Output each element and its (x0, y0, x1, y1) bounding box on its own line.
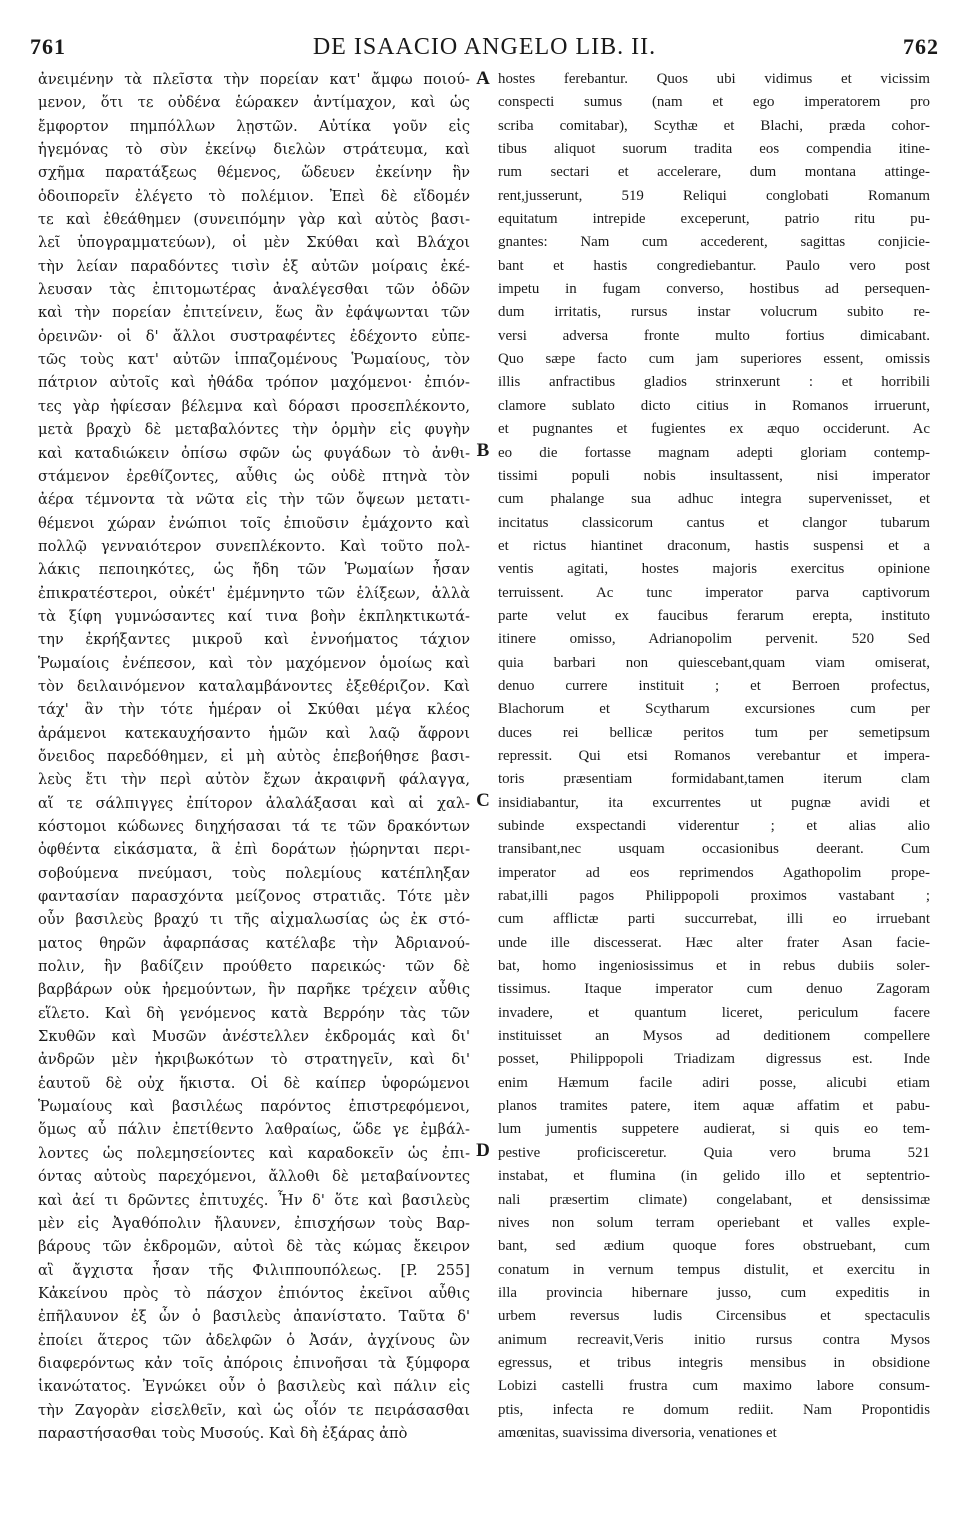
latin-text-line: et rictus hiantinet draconum, hastis suspensi et a (498, 537, 930, 554)
latin-text-line: tibus aliquot suorum tradita eos compendia itine- (498, 141, 930, 158)
greek-text-line: Κἀκείνου πρὸς τὸ πάσχον ἐπιόντος ἐκεῖνοι αὖθις (38, 1284, 470, 1302)
latin-text-line: transibant,nec usquam occasionibus deerant. Cum (498, 841, 930, 858)
margin-letter-c: C (476, 790, 490, 811)
greek-text-line: ἱκανώτατος. Ἐγνώκει οὖν ὁ βασιλεὺς καὶ πάλιν εἰς (38, 1378, 470, 1396)
latin-text-line: urbem reversus ludis Circensibus et spectaculis (498, 1308, 930, 1325)
latin-text-line: tissimi populi nobis insultassent, nisi imperator (498, 467, 930, 484)
margin-letter-d: D (476, 1140, 490, 1161)
latin-text-line: equitatum intrepide exceperunt, patrio ritu pu- (498, 211, 930, 228)
greek-text-line: εἵλετο. Καὶ δὴ γενόμενος κατὰ Βερρόην τὰς τῶν (38, 1004, 470, 1022)
latin-text-line: rent,jusserunt, 519 Reliqui conglobati Romanum (498, 187, 930, 204)
greek-text-line: καὶ τὴν πορείαν ἐπιτείνειν, ἕως ἂν ἐφάψωνται τῶν (38, 304, 470, 322)
greek-text-line: μὲν εἰς Ἀγαθόπολιν ἤλαυνεν, ἐπισχήσων τοὺς Βαρ- (38, 1214, 470, 1232)
greek-text-line: θέμενοι χώραν ἐνώπιοι τοῖς ἐπιοῦσιν ἐμάχοντο καὶ (38, 514, 470, 532)
latin-text-line: bant, sed ædium quoque fores obstruebant, cum (498, 1238, 930, 1255)
greek-text-line: λεὺς ἔτι τὴν περὶ αὐτὸν ἔχων ἀκραιφνῆ φάλαγγα, (38, 771, 470, 789)
latin-text-line: cum afflictæ parti succurrebat, illi eo irruebant (498, 911, 930, 928)
latin-text-line: ptis, infecta re domum rediit. Nam Propontidis (498, 1401, 930, 1418)
greek-text-line: μετὰ βραχὺ δὲ μεταβαλόντες τὴν ὁρμὴν εἰς φυγὴν (38, 421, 470, 439)
latin-text-line: rabat,illi pagos Philippopoli proximos vastabant ; (498, 888, 930, 905)
latin-text-line: subinde exspectandi viderentur ; et alias alio (498, 818, 930, 834)
latin-text-line: tissimus. Itaque imperator cum denuo Zagoram (498, 981, 930, 998)
latin-text-line: parte velut ex faucibus ferarum erepta, instituto (498, 607, 930, 624)
latin-text-line: Lobizi castelli frustra cum maximo labore consum- (498, 1378, 930, 1395)
greek-text-line: ἐποίει ἅτερος τῶν ἀδελφῶν ὁ Ἀσάν, ἀγχίνους ὢν (38, 1331, 470, 1349)
latin-text-line: eo die fortasse magnam adepti gloriam contemp- (498, 444, 930, 461)
margin-letter-b: B (476, 440, 490, 461)
greek-text-line: αἵ τε σάλπιγγες ἐπίτορον ἀλαλάξασαι καὶ αἱ χαλ- (38, 794, 470, 812)
greek-text-line: ὁδοιπορεῖν ἐλέγετο τὸ πολέμιον. Ἐπεὶ δὲ εἴδομέν (38, 187, 470, 205)
greek-text-line: ἑαυτοῦ δὲ οὐχ ἥκιστα. Οἱ δὲ καίπερ ὑφορώμενοι (38, 1074, 470, 1092)
greek-text-line: ἀνδρῶν μὲν ἠκριβωκότων τὸ στρατηγεῖν, καὶ δι' (38, 1051, 470, 1069)
latin-text-line: instituisset an Mysos ad deditionem compellere (498, 1028, 930, 1045)
greek-text-line: ὀφθέντα εἰκάσματα, ἃ ἐπὶ δοράτων ᾐώρηνται περι- (38, 841, 470, 859)
greek-text-line: φαντασίαν παρασχόντα μείζονος στρατιᾶς. Τότε μὲν (38, 888, 470, 906)
greek-text-line: λευσαν τὰς ἐπιτομωτέρας ἀναλέγεσθαι τῶν ὁδῶν (38, 281, 470, 299)
greek-text-line: Ῥωμαίοις ἐνέπεσον, καὶ τὸν μαχόμενον ὁμοίως καὶ (38, 654, 470, 672)
latin-text-line: dum irritatis, rursus instar volucrum subito re- (498, 304, 930, 321)
latin-text-line: planos tramites patere, item aquæ affatim et pabu- (498, 1098, 930, 1115)
latin-text-line: clamore sublato dicto citius in Romanos irruerunt, (498, 397, 930, 414)
greek-text-line: ἔμφορτον πημπόλλων λῃστῶν. Αὐτίκα γοῦν εἰς (38, 117, 470, 135)
latin-text-line: bant et hastis congrediebantur. Paulo vero post (498, 257, 930, 274)
greek-text-line: όντας αὐτοὺς παρεχόμενοι, ἄλλοθι δὲ μεταβαίνοντες (38, 1168, 470, 1186)
greek-text-line: πάτριον αὐτοῖς καὶ ἠθάδα τρόπον μαχόμενοι· ἐπιόν- (38, 374, 470, 392)
latin-text-line: invadere, et quantum liceret, periculum facere (498, 1004, 930, 1021)
latin-text-line: insidiabantur, ita excurrentes ut pugnæ avidi et (498, 794, 930, 811)
greek-text-line: ὅμως αὖ πάλιν ἐπετίθεντο λαθραίως, ὥδε γε ἐμβάλ- (38, 1121, 470, 1139)
latin-text-line: rum sectari et accelerare, dum montana attinge- (498, 164, 930, 181)
greek-text-line: τάχ' ἂν τὴν τότε ἡμέραν οἱ Σκύθαι μέγα κλέος (38, 701, 470, 719)
latin-text-line: amœnitas, suavissima diversoria, venationes et (498, 1424, 777, 1441)
latin-text-line: conatum in vernum tempus distulit, et exercitu in (498, 1261, 930, 1278)
latin-text-line: toris præsentiam formidabant,tamen iterum clam (498, 771, 930, 788)
greek-text-line: σχῆμα παρατάξεως θέμενος, ὥδευεν ἐκείνην ἣν (38, 164, 470, 182)
latin-text-line: gnantes: Nam cum accederent, sagittas conjicie- (498, 234, 930, 251)
running-header (30, 34, 939, 64)
latin-text-line: posset, Philippopoli Triadizam digressus est. Inde (498, 1051, 930, 1068)
greek-text-line: τες γὰρ ἠφίεσαν βέλεμνα καὶ δόρασι προσεπλέκοντο, (38, 397, 470, 415)
greek-text-line: ὀρεινῶν· οἱ δ' ἄλλοι συστραφέντες ἐδέχοντο εὐπε- (38, 327, 470, 345)
greek-text-line: ἀράμενοι κατεκαυχήσαντο ἡμῶν καὶ λαῷ ἄφρονι (38, 724, 470, 742)
greek-text-line: βάρους τῶν ἐκδρομῶν, αὐτοὶ δὲ τὰς κώμας ἔκειρον (38, 1238, 470, 1256)
greek-text-line: μενον, ὅτι τε οὐδένα ἑώρακεν ἀντίμαχον, καὶ ὡς (38, 94, 470, 112)
latin-text-line: pestive proficisceretur. Quia vero bruma 521 (498, 1144, 930, 1161)
greek-text-line: λοντες ὡς πολεμησείοντες καὶ καραδοκεῖν ὡς ἐπι- (38, 1144, 470, 1162)
greek-text-line: σοβούμενα πνεύμασι, τοὺς πολεμίους κατέπληξαν (38, 864, 470, 882)
greek-text-line: καὶ ἀεί τι δρῶντες ἐπιτυχές. Ἦν δ' ὅτε καὶ βασιλεὺς (38, 1191, 470, 1209)
latin-text-line: scriba comitabar), Scythæ et Blachi, præda cohor- (498, 117, 930, 134)
greek-text-line: τὴν λείαν παραδόντες τισὶν ἐξ αὐτῶν μοίραις ἐκέ- (38, 257, 470, 275)
greek-text-line: Σκυθῶν καὶ Μυσῶν ἀνέστελλεν ἐκδρομάς καὶ δι' (38, 1028, 470, 1046)
greek-text-column (38, 68, 470, 1445)
greek-text-line: διαφερόντως κἀν τοῖς ἀπόροις ἐπινοῆσαι τὰ ξύμφορα (38, 1354, 470, 1372)
greek-text-line: κόστομοι κώδωνες διηχήσασαι τά τε τῶν δρακόντων (38, 818, 470, 835)
latin-text-line: duces rei bellicæ peritos tum per semetipsum (498, 724, 930, 741)
running-title: DE ISAACIO ANGELO LIB. II. (312, 34, 657, 60)
latin-text-line: ventis agitati, hostes majoris exercitus opinione (498, 561, 930, 578)
latin-text-line: incitatus classicorum cantus et clangor tubarum (498, 514, 930, 531)
greek-text-line: τὰ ξίφη γυμνώσαντες καί τινα βοὴν ἐκπληκτικωτά- (38, 607, 470, 625)
greek-text-line: ἀνειμένην τὰ πλεῖστα τὴν πορείαν κατ' ἄμφω ποιού- (38, 71, 470, 88)
greek-text-line: πολλῷ γενναιότερον συνεπλέκοντο. Καὶ τοῦτο πολ- (38, 537, 470, 555)
latin-text-line: egressus, et tribus integris mensibus in obsidione (498, 1354, 930, 1371)
latin-text-line: illa provincia hibernare jusso, cum expeditis in (498, 1284, 930, 1301)
latin-text-line: unde ille discesserat. Hæc alter frater Asan facie- (498, 934, 930, 951)
greek-text-line: ἡγεμόνας τὸ σὺν ἐκείνῳ διελὼν στράτευμα, καὶ (38, 141, 470, 159)
latin-text-line: Quo sæpe facto cum jam superiores essent, omissis (498, 351, 930, 368)
latin-text-line: et pugnantes et fugientes ex æquo occiderunt. Ac (498, 421, 930, 438)
latin-text-line: Blachorum et Scytharum excursiones cum per (498, 701, 930, 718)
greek-text-line: τὴν Ζαγορὰν εἰσελθεῖν, καὶ ὡς οἷόν τε πειράσασθαι (38, 1401, 470, 1419)
greek-text-line: παραστήσασθαι τοὺς Μυσούς. Καὶ δὴ ἐξάρας ἀπὸ (38, 1424, 408, 1442)
latin-text-line: enim Hæmum facile adiri posse, alicubi etiam (498, 1074, 930, 1091)
greek-text-line: ματος θηρῶν ἀφαρπάσας κατέλαβε τὴν Ἀδριανού- (38, 934, 470, 952)
greek-text-line: ἐπῆλαυνον ἐξ ὧν ὁ βασιλεὺς ἀπανίστατο. Ταῦτα δ' (38, 1308, 470, 1326)
greek-text-line: τε καὶ ἐθεάθημεν (συνειπόμην γὰρ καὶ αὐτὸς βασι- (38, 211, 470, 229)
greek-text-line: την ἐκρήξαντες μικροῦ καὶ ἐννοήματος τάχιον (38, 631, 470, 649)
latin-text-column (498, 68, 930, 1445)
greek-text-line: ἐπικρατέστεροι, οὐκέτ' ἐμέμνηντο τῶν ἑλίξεων, ἀλλὰ (38, 584, 470, 602)
latin-text-line: lum jumentis suppetere audierat, si quis eo tem- (498, 1121, 930, 1138)
latin-text-line: nali præsertim climate) congelabant, et densissimæ (498, 1191, 930, 1208)
page-number-left: 761 (30, 34, 66, 59)
greek-text-line: τῶς τοὺς κατ' αὐτῶν ἱππαζομένους Ῥωμαίους, τὸν (38, 351, 470, 369)
greek-text-line: πολιν, ἣν βαδίζειν προύθετο παρεικώς· τῶν δὲ (38, 958, 470, 976)
latin-text-line: versi adversa fronte multo fortius dimicabant. (498, 327, 930, 344)
latin-text-line: repressit. Qui etsi Romanos verebantur et impera- (498, 747, 930, 764)
greek-text-line: τὸν δειλαινόμενον καταλαμβάνοντες ἐξεθέριζον. Καὶ (38, 677, 470, 695)
latin-text-line: itinere omisso, Adrianopolim pervenit. 520 Sed (498, 631, 930, 648)
latin-text-line: conspecti sumus (nam et ego imperatorem pro (498, 94, 930, 111)
latin-text-line: animum recreavit,Veris initio rursus contra Mysos (498, 1331, 930, 1348)
greek-text-line: λάκις πεποιηκότες, ὡς ἤδη τῶν Ῥωμαίων ἦσαν (38, 561, 470, 579)
page-number-right: 762 (903, 34, 939, 59)
greek-text-line: οὖν βασιλεὺς βραχύ τι τῆς αἰχμαλωσίας ὡς ἐκ στό- (38, 911, 470, 929)
margin-letter-a: A (476, 68, 490, 89)
latin-text-line: imperator ad eos reprimendos Agathopolim prope- (498, 864, 930, 881)
greek-text-line: αἳ ἄγχιστα ἦσαν τῆς Φιλιππουπόλεως. [P. 255] (38, 1261, 470, 1279)
greek-text-line: βαρβάρων οὐκ ἠρεμούντων, ἣν παρῆκε τρέχειν αὖθις (38, 981, 470, 999)
greek-text-line: ὄνειδος παρεδόθημεν, εἰ μὴ αὐτὸς ἐπεβοήθησε βασι- (38, 747, 470, 765)
greek-text-line: στάμενον ἐρεθίζοντες, αὖθις ὡς οὐδὲ πτηνὰ τὸν (38, 467, 470, 485)
latin-text-line: impetu in fugam converso, hostibus ad persequen- (498, 281, 930, 298)
latin-text-line: nives non solum terram operiebant et valles exple- (498, 1214, 930, 1231)
greek-text-line: λεῖ ὑπογραμματεύων), οἱ μὲν Σκύθαι καὶ Βλάχοι (38, 234, 470, 252)
latin-text-line: terruissent. Ac tunc imperator parva captivorum (498, 584, 930, 601)
latin-text-line: denuo currere instituit ; et Berroen profectus, (498, 677, 930, 694)
latin-text-line: illis anfractibus gladios strinxerunt : et horribili (498, 374, 930, 391)
greek-text-line: καὶ καταδιώκειν ὀπίσω σφῶν ὡς φυγάδων τὸ ἀνθι- (38, 444, 470, 462)
greek-text-line: ἀέρα τέμνοντα τὰ νῶτα εἰς τὴν τῶν ὄψεων μετατι- (38, 491, 470, 509)
latin-text-line: bat, homo ingeniosissimus et in rebus dubiis soler- (498, 958, 930, 975)
latin-text-line: instabat, et flumina (in gelido illo et septentrio- (498, 1168, 930, 1185)
latin-text-line: cum phalange sua adhuc integra supervenisset, et (498, 491, 930, 508)
latin-text-line: quia barbari non quiescebant,quam viam omiserat, (498, 654, 930, 671)
latin-text-line: hostes ferebantur. Quos ubi vidimus et vicissim (498, 71, 930, 87)
greek-text-line: Ῥωμαίους καὶ βασιλέως παρόντος ἐπιστρεφόμενοι, (38, 1098, 470, 1116)
